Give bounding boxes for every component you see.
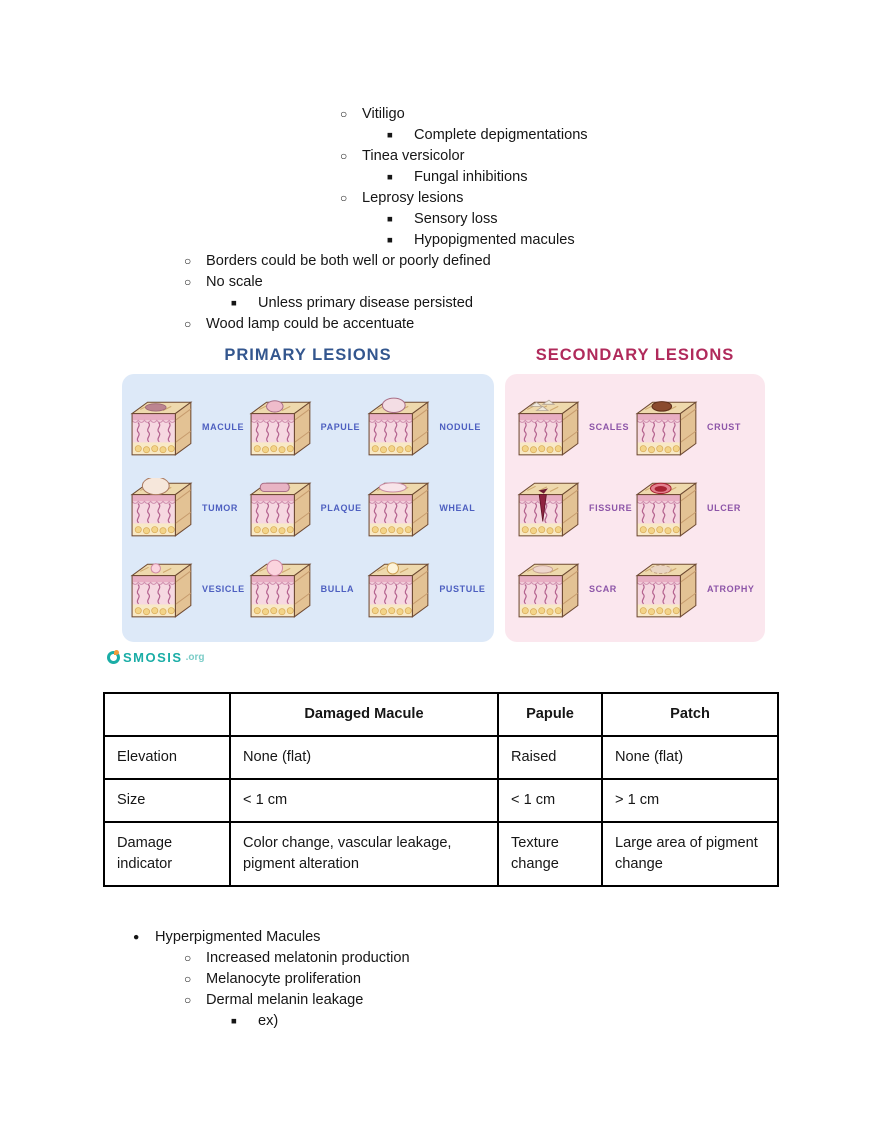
lesion-cell-bulla [249, 549, 368, 630]
lesion-label: FISSURE [589, 502, 633, 513]
list-item-text: Wood lamp could be accentuate [206, 316, 415, 332]
square-bullet-icon: ■ [387, 235, 393, 246]
lesion-cell-scar [517, 549, 635, 630]
circle-bullet-icon: ○ [340, 107, 348, 121]
circle-bullet-icon: ○ [184, 951, 192, 965]
list-item [387, 167, 880, 188]
lesion-label: PLAQUE [320, 502, 362, 513]
lesion-label: ULCER [707, 502, 741, 513]
fissure-illustration [517, 478, 583, 538]
nodule-illustration [367, 397, 433, 457]
list-item-text: Vitiligo [362, 106, 405, 122]
list-item-text: Fungal inhibitions [414, 169, 528, 185]
lesion-cell-crust [635, 386, 753, 467]
header-cell-damaged-macule: Damaged Macule [230, 693, 498, 736]
table-cell: Texture change [498, 822, 602, 886]
lesion-label: VESICLE [202, 584, 245, 595]
list-item [231, 1011, 880, 1032]
figure-headings [122, 345, 880, 365]
square-bullet-icon: ■ [387, 130, 393, 141]
circle-bullet-icon: ○ [184, 972, 192, 986]
list-item [184, 969, 880, 990]
lesion-cell-plaque [249, 467, 368, 548]
macule-illustration [130, 397, 196, 457]
list-item [387, 230, 880, 251]
list-item-text: Dermal melanin leakage [206, 992, 364, 1008]
plaque-illustration [249, 478, 315, 538]
notes-list-top [0, 104, 880, 335]
secondary-lesions-heading: SECONDARY LESIONS [535, 346, 735, 364]
scar-illustration [517, 559, 583, 619]
lesion-cell-nodule [367, 386, 486, 467]
lesion-label: CRUST [707, 421, 741, 432]
list-item-text: Unless primary disease persisted [258, 295, 473, 311]
list-item [340, 104, 880, 125]
vesicle-illustration [130, 559, 196, 619]
primary-lesions-heading: PRIMARY LESIONS [224, 346, 392, 364]
lesion-cell-macule [130, 386, 249, 467]
square-bullet-icon: ■ [231, 298, 237, 309]
table-cell: Color change, vascular leakage, pigment alteration [230, 822, 498, 886]
tumor-illustration [130, 478, 196, 538]
table-cell: None (flat) [602, 736, 778, 779]
header-cell-papule: Papule [498, 693, 602, 736]
wheal-illustration [367, 478, 433, 538]
osmosis-logo-tld: .org [185, 651, 205, 663]
lesion-label: SCAR [589, 584, 617, 595]
table-cell: < 1 cm [230, 779, 498, 822]
table-row-elevation [104, 736, 778, 779]
lesion-label: MACULE [202, 421, 245, 432]
list-item-text: Sensory loss [414, 211, 498, 227]
list-item-text: Borders could be both well or poorly defined [206, 253, 491, 269]
crust-illustration [635, 397, 701, 457]
list-item [184, 314, 880, 335]
lesion-cell-papule [249, 386, 368, 467]
list-item-text: ex) [258, 1013, 279, 1029]
lesion-cell-vesicle [130, 549, 249, 630]
disc-bullet-icon: ● [133, 931, 140, 943]
list-item-text: Tinea versicolor [362, 148, 465, 164]
lesion-label: BULLA [320, 584, 355, 595]
table-cell: Large area of pigment change [602, 822, 778, 886]
lesion-label: TUMOR [202, 502, 238, 513]
circle-bullet-icon: ○ [184, 254, 192, 268]
list-item-text: Complete depigmentations [414, 127, 588, 143]
circle-bullet-icon: ○ [184, 275, 192, 289]
list-item-text: Increased melatonin production [206, 950, 410, 966]
lesion-label: NODULE [439, 421, 481, 432]
row-label: Damage indicator [104, 822, 230, 886]
lesion-cell-tumor [130, 467, 249, 548]
osmosis-logo-text: SMOSIS [123, 649, 183, 665]
lesion-label: PAPULE [320, 421, 361, 432]
lesion-cell-wheal [367, 467, 486, 548]
list-item-text: Hyperpigmented Macules [155, 929, 321, 945]
list-item [231, 293, 880, 314]
square-bullet-icon: ■ [231, 1016, 237, 1027]
list-item [387, 125, 880, 146]
square-bullet-icon: ■ [387, 172, 393, 183]
list-item-text: Hypopigmented macules [414, 232, 575, 248]
list-item [184, 272, 880, 293]
list-item-text: Leprosy lesions [362, 190, 464, 206]
circle-bullet-icon: ○ [184, 993, 192, 1007]
atrophy-illustration [635, 559, 701, 619]
table-row-damage-indicator [104, 822, 778, 886]
lesion-label: PUSTULE [439, 584, 486, 595]
header-cell-patch: Patch [602, 693, 778, 736]
circle-bullet-icon: ○ [340, 191, 348, 205]
lesion-cell-fissure [517, 467, 635, 548]
papule-illustration [249, 397, 315, 457]
osmosis-o-icon [107, 651, 120, 664]
primary-lesions-grid [122, 374, 494, 642]
list-item-text: Melanocyte proliferation [206, 971, 361, 987]
row-label: Size [104, 779, 230, 822]
row-label: Elevation [104, 736, 230, 779]
secondary-lesions-grid [505, 374, 765, 642]
table-header-row [104, 693, 778, 736]
table-row-size [104, 779, 778, 822]
list-item [184, 251, 880, 272]
circle-bullet-icon: ○ [184, 317, 192, 331]
secondary-lesions-panel [505, 374, 765, 642]
table-cell: Raised [498, 736, 602, 779]
list-item [184, 990, 880, 1011]
figure-panels [122, 374, 880, 642]
lesion-label: SCALES [589, 421, 630, 432]
table-cell: None (flat) [230, 736, 498, 779]
lesion-cell-atrophy [635, 549, 753, 630]
table-cell: < 1 cm [498, 779, 602, 822]
osmosis-logo [107, 648, 880, 666]
lesion-cell-scales [517, 386, 635, 467]
pustule-illustration [367, 559, 433, 619]
notes-list-bottom [0, 927, 880, 1032]
header-cell-empty [104, 693, 230, 736]
scales-illustration [517, 397, 583, 457]
primary-lesions-panel [122, 374, 494, 642]
lesion-cell-ulcer [635, 467, 753, 548]
list-item [340, 146, 880, 167]
table-cell: > 1 cm [602, 779, 778, 822]
circle-bullet-icon: ○ [340, 149, 348, 163]
list-item [340, 188, 880, 209]
square-bullet-icon: ■ [387, 214, 393, 225]
list-item [387, 209, 880, 230]
lesion-cell-pustule [367, 549, 486, 630]
lesion-label: WHEAL [439, 502, 476, 513]
list-item [133, 927, 880, 948]
bulla-illustration [249, 559, 315, 619]
list-item-text: No scale [206, 274, 263, 290]
ulcer-illustration [635, 478, 701, 538]
lesion-label: ATROPHY [707, 584, 755, 595]
macule-comparison-table [103, 692, 779, 887]
list-item [184, 948, 880, 969]
lesions-figure [0, 345, 880, 666]
